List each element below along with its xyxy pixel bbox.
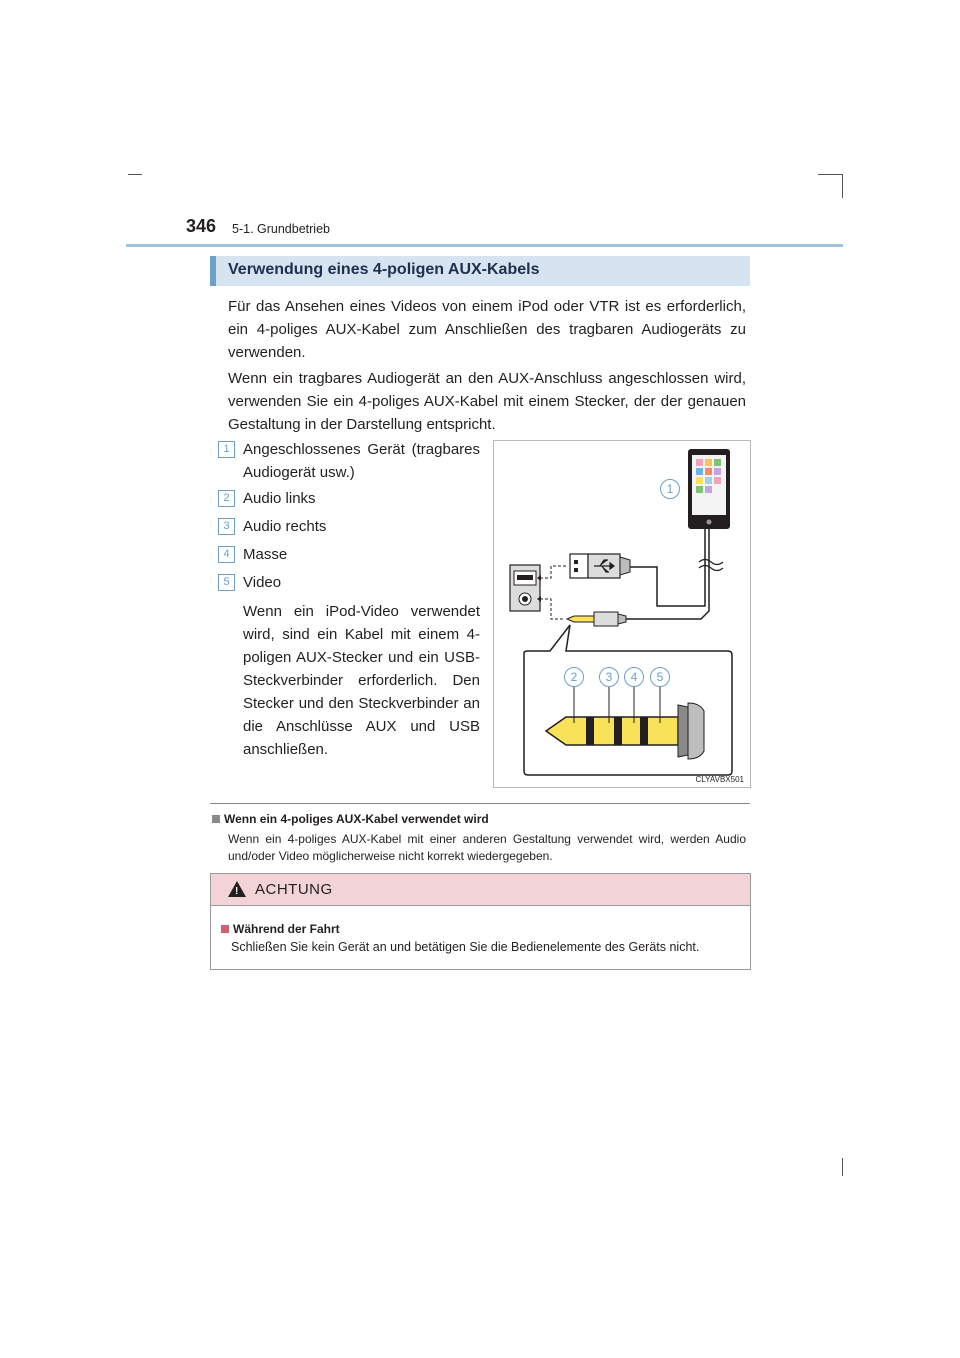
warning-text: Schließen Sie kein Gerät an und betätigen Sie die Bedienelemente des Geräts nicht. bbox=[231, 940, 700, 954]
list-item bbox=[218, 438, 480, 484]
video-note bbox=[218, 600, 480, 761]
intro-paragraph: Für das Ansehen eines Videos von einem iPod oder VTR ist es erforderlich, ein 4-poliges AUX-Kabel zum Anschließen des tragbaren Audiogeräts zu verwenden. bbox=[228, 298, 746, 361]
callout-2: 2 bbox=[564, 667, 584, 687]
note-heading bbox=[212, 812, 489, 826]
crop-mark bbox=[842, 1158, 843, 1176]
crop-mark bbox=[842, 174, 843, 198]
list-item bbox=[218, 571, 480, 594]
callout-4: 4 bbox=[624, 667, 644, 687]
connection-figure bbox=[493, 440, 751, 788]
warning-box bbox=[210, 873, 751, 970]
callout-1: 1 bbox=[660, 479, 680, 499]
square-bullet-icon bbox=[212, 815, 220, 823]
warning-header bbox=[211, 874, 750, 906]
crop-mark bbox=[128, 174, 142, 175]
cable-illustration bbox=[494, 441, 750, 787]
list-item bbox=[218, 515, 480, 538]
warning-subheading bbox=[221, 922, 340, 936]
note-title: Wenn ein 4-poliges AUX-Kabel verwendet wird bbox=[224, 812, 489, 826]
exclamation-icon: ! bbox=[235, 886, 239, 897]
section-label: 5-1. Grundbetrieb bbox=[232, 222, 330, 236]
list-item-text: Angeschlossenes Gerät (tragbares Audiogerät usw.) bbox=[243, 441, 480, 481]
list-item-text: Video bbox=[243, 574, 282, 591]
callout-3: 3 bbox=[599, 667, 619, 687]
callout-number: 1 bbox=[218, 441, 235, 458]
note-rule bbox=[210, 803, 750, 804]
header-rule bbox=[126, 244, 843, 247]
list-item-text: Audio links bbox=[243, 490, 316, 507]
page-number: 346 bbox=[186, 216, 217, 236]
warning-title: ACHTUNG bbox=[255, 881, 333, 898]
usb-plug-icon bbox=[570, 554, 630, 578]
video-note-text: Wenn ein iPod-Video verwendet wird, sind ein Kabel mit einem 4-poligen AUX-Stecker und ein USB-Steckverbinder erforderlich. Den Stecker und den Steckverbinder an die Anschlüsse AUX und USB anschließen. bbox=[243, 603, 480, 758]
list-item bbox=[218, 487, 480, 510]
crop-mark bbox=[818, 174, 842, 175]
callout-number: 4 bbox=[218, 546, 235, 563]
port-panel-icon bbox=[510, 565, 540, 611]
smartphone-icon bbox=[688, 449, 730, 529]
list-item-text: Audio rechts bbox=[243, 518, 327, 535]
callout-5: 5 bbox=[650, 667, 670, 687]
section-heading-text: Verwendung eines 4-poligen AUX-Kabels bbox=[228, 261, 540, 278]
list-item-text: Masse bbox=[243, 546, 288, 563]
aux-paragraph: Wenn ein tragbares Audiogerät an den AUX-Anschluss angeschlossen wird, verwenden Sie ein 4-poliges AUX-Kabel mit einem Stecker, der der genauen Gestaltung in der Darstellung entspricht. bbox=[228, 370, 746, 433]
callout-number: 3 bbox=[218, 518, 235, 535]
aux-plug-icon bbox=[567, 612, 626, 626]
callout-number: 2 bbox=[218, 490, 235, 507]
section-heading bbox=[210, 256, 750, 286]
warning-subtitle: Während der Fahrt bbox=[233, 922, 340, 936]
callout-number: 5 bbox=[218, 574, 235, 591]
list-item bbox=[218, 543, 480, 566]
note-text: Wenn ein 4-poliges AUX-Kabel mit einer anderen Gestaltung verwendet wird, werden Audio und/oder Video möglicherweise nicht korrekt wiedergegeben. bbox=[228, 832, 746, 863]
figure-code: CLYAVBX501 bbox=[695, 775, 744, 784]
square-bullet-icon bbox=[221, 925, 229, 933]
